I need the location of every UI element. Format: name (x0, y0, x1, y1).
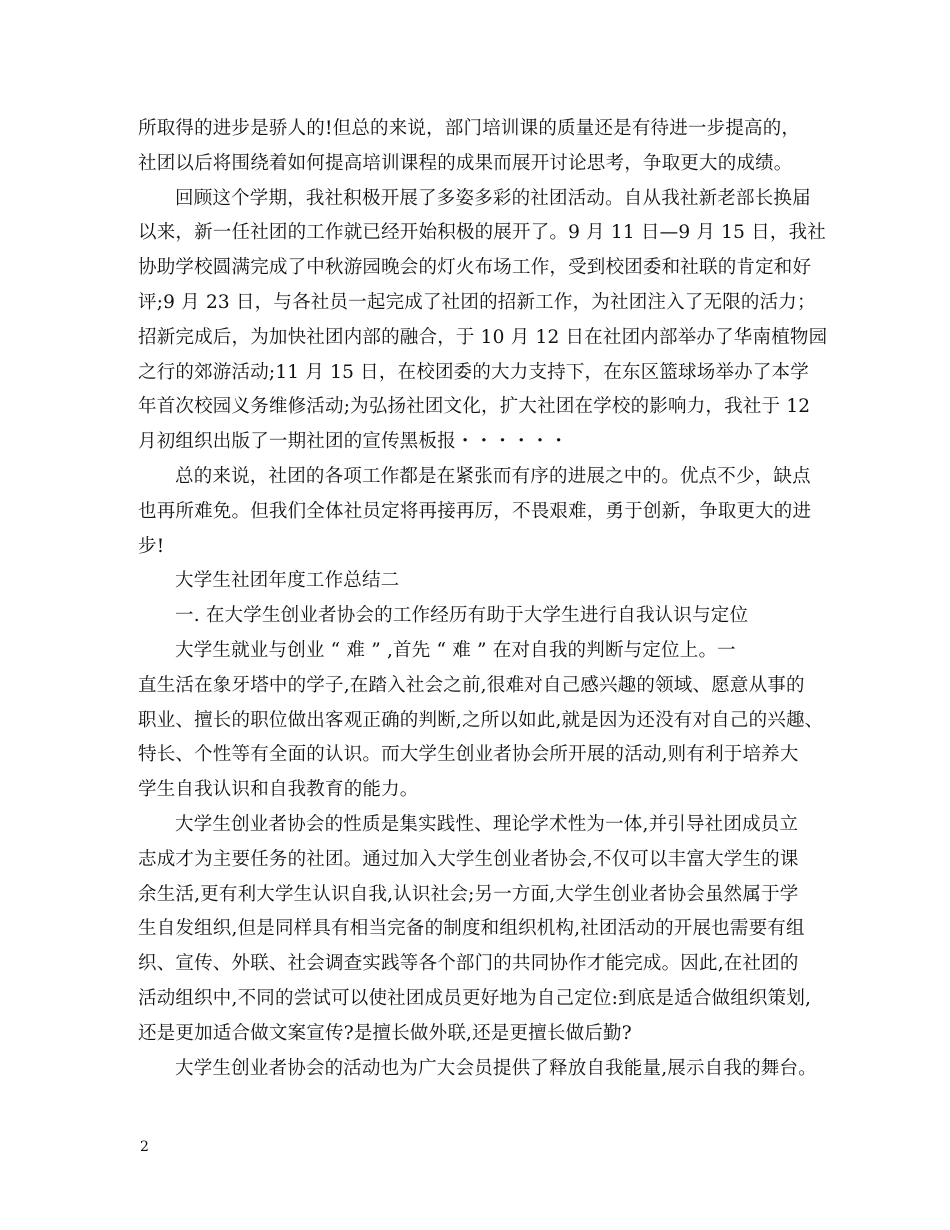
text-line: 月初组织出版了一期社团的宣传黑板报・・・・・・ (138, 431, 569, 453)
text-line: 之行的郊游活动;11 月 15 日，在校团委的大力支持下，在东区篮球场举办了本学 (138, 361, 809, 383)
text-line: 余生活,更有利大学生认识自我,认识社会;另一方面,大学生创业者协会虽然属于学 (138, 883, 799, 905)
text-line: 大学生创业者协会的活动也为广大会员提供了释放自我能量,展示自我的舞台。 (175, 1057, 817, 1079)
text-line: 学生自我认识和自我教育的能力。 (138, 779, 419, 801)
text-line: 特长、个性等有全面的认识。而大学生创业者协会所开展的活动,则有利于培养大 (138, 744, 799, 766)
text-line: 直生活在象牙塔中的学子,在踏入社会之前,很难对自己感兴趣的领域、愿意从事的 (138, 674, 805, 696)
text-line: 回顾这个学期，我社积极开展了多姿多彩的社团活动。自从我社新老部长换届 (175, 187, 811, 209)
text-line: 步! (138, 535, 165, 557)
text-line: 一. 在大学生创业者协会的工作经历有助于大学生进行自我认识与定位 (175, 605, 749, 627)
text-line: 职业、擅长的职位做出客观正确的判断,之所以如此,就是因为还没有对自己的兴趣、 (138, 709, 824, 731)
text-line: 社团以后将围绕着如何提高培训课程的成果而展开讨论思考，争取更大的成绩。 (138, 152, 793, 174)
text-line: 所取得的进步是骄人的!但总的来说，部门培训课的质量还是有待进一步提高的， (138, 118, 801, 139)
text-line: 评;9 月 23 日，与各社员一起完成了社团的招新工作，为社团注入了无限的活力； (138, 291, 816, 313)
text-line: 生自发组织,但是同样具有相当完备的制度和组织机构,社团活动的开展也需要有组 (138, 918, 805, 940)
text-line: 还是更加适合做文案宣传?是擅长做外联,还是更擅长做后勤? (138, 1022, 632, 1044)
document-body (138, 112, 828, 1086)
text-line: 也再所难免。但我们全体社员定将再接再厉，不畏艰难，勇于创新，争取更大的进 (138, 500, 812, 522)
text-line: 大学生社团年度工作总结二 (175, 570, 400, 592)
text-line: 年首次校园义务维修活动;为弘扬社团文化，扩大社团在学校的影响力，我社于 12 (138, 396, 811, 418)
text-line: 总的来说，社团的各项工作都是在紧张而有序的进展之中的。优点不少，缺点 (175, 465, 811, 487)
text-line: 活动组织中,不同的尝试可以使社团成员更好地为自己定位:到底是适合做组织策划, (138, 987, 812, 1009)
text-line: 协助学校圆满完成了中秋游园晚会的灯火布场工作，受到校团委和社联的肯定和好 (138, 257, 812, 279)
page-number: 2 (140, 1139, 149, 1155)
text-line: 志成才为主要任务的社团。通过加入大学生创业者协会,不仅可以丰富大学生的课 (138, 848, 799, 870)
text-line: 织、宣传、外联、社会调查实践等各个部门的共同协作才能完成。因此,在社团的 (138, 953, 799, 975)
text-line: 招新完成后，为加快社团内部的融合，于 10 月 12 日在社团内部举办了华南植物园 (138, 326, 828, 348)
text-line: 大学生就业与创业 “ 难 ” ,首先 “ 难 ” 在对自我的判断与定位上。一 (175, 639, 736, 661)
text-line: 以来，新一任社团的工作就已经开始积极的展开了。9 月 11 日—9 月 15 日，我社 (138, 222, 827, 244)
text-line: 大学生创业者协会的性质是集实践性、理论学术性为一体,并引导社团成员立 (175, 813, 799, 835)
